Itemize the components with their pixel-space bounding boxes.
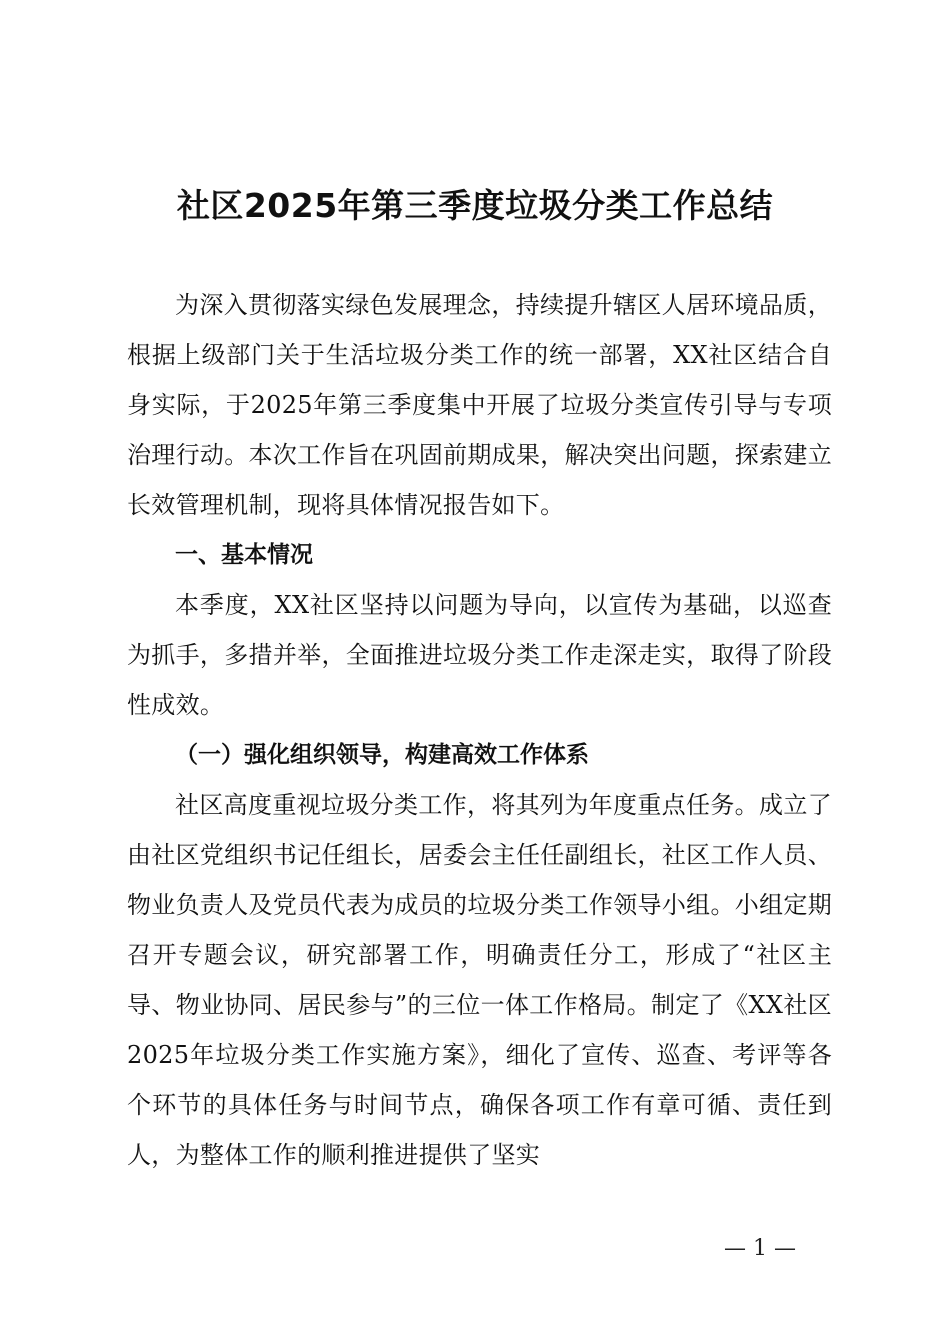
document-title: 社区2025年第三季度垃圾分类工作总结 xyxy=(176,186,774,225)
section-paragraph-basic-situation: 本季度，XX社区坚持以问题为导向，以宣传为基础，以巡查为抓手，多措并举，全面推进垃圾分类工作走深走实，取得了阶段性成效。 xyxy=(127,591,832,719)
section-heading-basic-situation: 一、基本情况 xyxy=(175,542,313,568)
document-body xyxy=(127,280,832,1180)
page-number: — 1 — xyxy=(724,1236,796,1261)
intro-paragraph: 为深入贯彻落实绿色发展理念，持续提升辖区人居环境品质，根据上级部门关于生活垃圾分类工作的统一部署，XX社区结合自身实际，于2025年第三季度集中开展了垃圾分类宣传引导与专项治理行动。本次工作旨在巩固前期成果，解决突出问题，探索建立长效管理机制，现将具体情况报告如下。 xyxy=(127,291,832,519)
subsection-paragraph-organization: 社区高度重视垃圾分类工作，将其列为年度重点任务。成立了由社区党组织书记任组长，居委会主任任副组长，社区工作人员、物业负责人及党员代表为成员的垃圾分类工作领导小组。小组定期召开专题会议，研究部署工作，明确责任分工，形成了“社区主导、物业协同、居民参与”的三位一体工作格局。制定了《XX社区2025年垃圾分类工作实施方案》，细化了宣传、巡查、考评等各个环节的具体任务与时间节点，确保各项工作有章可循、责任到人，为整体工作的顺利推进提供了坚实 xyxy=(127,791,832,1169)
subsection-heading-organization: （一）强化组织领导，构建高效工作体系 xyxy=(175,742,589,768)
